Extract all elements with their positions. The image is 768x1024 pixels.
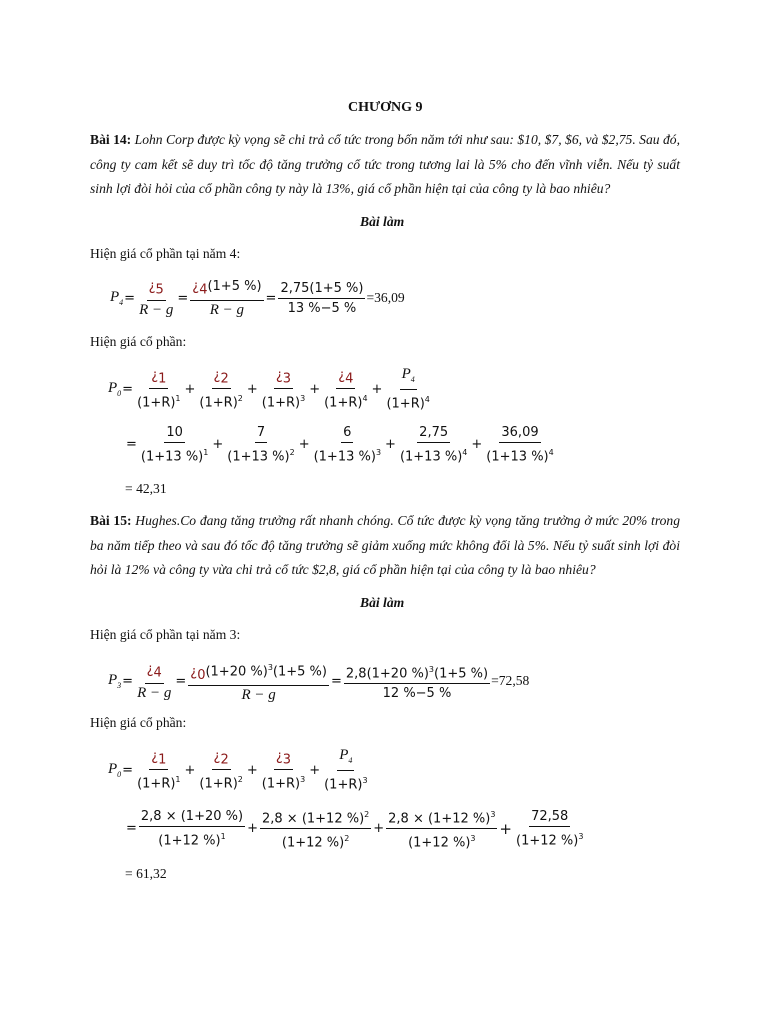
frac-den: (1+R) [324,395,363,411]
step-label-14a: Hiện giá cổ phần tại năm 4: [90,246,241,261]
frac-num-text: 2,8 × (1+12 %) [388,811,491,827]
formula-p0-general-15: $P_0$ = $\frac{¿_1}{(1+R)^1}$ + $\frac{¿_2}{(1+R)^2}$ + $\frac{¿_3}{(1+R)^3}$ + $\frac{P_4}{(1+R)^3}$ [108,747,368,793]
frac-den-text: (1+13 %) [227,449,290,465]
p3-result: =72,58 [491,673,530,689]
frac-den: (1+R) [137,395,176,411]
problem-14 [90,128,680,202]
glyph-placeholder: ¿ [148,279,156,294]
glyph-placeholder: ¿ [146,662,154,678]
frac-num-text: 2,8(1+20 %) [345,666,429,682]
frac-den-text: (1+13 %) [399,449,463,465]
frac-den-text: (1+12 %) [516,833,579,849]
frac-num-text: 2,75(1+5 %) [278,280,365,299]
frac-num-text: (1+5 %) [272,664,327,680]
problem-15-text: Hughes.Co đang tăng trưởng rất nhanh chóng. Cổ tức được kỳ vọng tăng trưởng ở mức 20% trong ba năm tiếp theo và sau đó tốc độ tăng trưởng sẽ giảm xuống mức không đổi là 5%. Nếu tỷ suất sinh lợi đòi hỏi là 12% và công ty vừa chi trả cổ tức $2,8, giá cổ phần hiện tại của công ty là bao nhiêu? [90,513,680,577]
frac-den: R − g [139,301,174,318]
glyph-placeholder: ¿ [151,367,159,383]
frac-num-text: (1+5 %) [434,666,489,682]
glyph-placeholder: ¿ [192,279,200,294]
glyph-placeholder: ¿ [275,367,283,383]
glyph-placeholder: ¿ [213,748,221,764]
frac-den-text: (1+12 %) [281,835,345,851]
glyph-placeholder: ¿ [275,748,283,764]
frac-num-text: 6 [341,424,353,443]
frac-num-text: 10 [164,424,185,443]
frac-den: (1+R) [261,395,301,411]
p4-frac2: $\frac{¿_4(1+5 \%)}{R - g}$ [192,279,262,318]
frac-num-text: (1+20 %) [205,664,268,680]
p4-result: =36,09 [366,290,405,306]
problem-14-text: Lohn Corp được kỳ vọng sẽ chi trả cổ tức trong bốn năm tới như sau: $10, $7, $6, và $2,75. Sau đó, công ty cam kết sẽ duy trì tốc độ tăng trưởng cổ tức trong tương lai là 5% cho đến vĩnh viễn. Nếu tỷ suất sinh lợi đòi hỏi của cổ phần công ty này là 13%, giá cổ phần hiện tại của công ty là bao nhiêu? [90,132,680,196]
problem-14-label: Bài 14: [90,132,132,147]
frac-num-text: 36,09 [499,424,540,443]
frac-den: R − g [137,684,172,701]
frac-den: (1+R) [199,776,238,792]
formula-p0-general-14: $P_0$ = $\frac{¿_1}{(1+R)^1}$ + $\frac{¿_2}{(1+R)^2}$ + $\frac{¿_3}{(1+R)^3}$ + $\frac{¿_4}{(1+R)^4}$ + $\frac{P_4}{(1+R)^4}$ [108,366,430,412]
solution-heading-15: Bài làm [360,595,405,610]
frac-den: (1+R) [386,396,425,412]
p4-frac3 [278,280,365,317]
formula-p0-numeric-14: = $\frac{10}{(1+13 \%)^1}$ + $\frac{7}{(1+13 \%)^2}$ + $\frac{6}{(1+13 \%)^3}$ + $\frac{2,75}{(1+13 \%)^4}$ + $\frac{36,09}{(1+13 \%)^4}$ [126,425,554,465]
step-label-15b: Hiện giá cổ phần: [90,715,187,730]
frac-den-text: (1+13 %) [140,449,204,465]
p4-frac1: $\frac{¿_5}{R - g}$ [139,279,174,318]
glyph-placeholder: ¿ [338,367,346,383]
formula-p3: $P_3$ = $\frac{¿_4}{R - g}$ = $\frac{¿_0(1+20 \%)^3(1+5 \%)}{R - g}$ = $\frac{2,8(1+20 \%)^3(1+5 \%)}{12 \%-5 \%}$ =72,58 [108,659,529,704]
step-label-15a: Hiện giá cổ phần tại năm 3: [90,627,241,642]
formula-p0-numeric-15: = $\frac{2,8 \times (1+20 \%)}{(1+12 \%)^1}$ + $\frac{2,8 \times (1+12 \%)^2}{(1+12 \%)^2}$ + $\frac{2,8 \times (1+12 \%)^3}{(1+12 \%)^3}$ + $\frac{72,58}{(1+12 \%)^3}$ [125,806,586,852]
solution-heading-14: Bài làm [360,214,405,229]
frac-num-text: 2,75 [417,424,450,443]
frac-den-text: (1+12 %) [408,835,471,851]
glyph-placeholder: ¿ [151,748,159,764]
frac-den: (1+R) [199,395,238,411]
frac-den-text: 13 %−5 % [287,300,357,316]
problem-15 [90,509,680,583]
frac-den-text: 12 %−5 % [382,686,452,702]
frac-den: R − g [209,301,245,318]
result-14: = 42,31 [125,481,167,496]
frac-num-text: 2,8 × (1+20 %) [139,808,245,827]
frac-den: (1+R) [137,776,176,792]
problem-15-label: Bài 15: [90,513,132,528]
p4-symbol: $P_4$ [110,289,124,308]
formula-p4: $P_4$ = $\frac{¿_5}{R - g}$ = $\frac{¿_4(1+5 \%)}{R - g}$ = $\frac{2,75(1+5 \%)}{13 \%-5 \%}$ =36,09 [110,279,405,318]
frac-num-text: (1+5 %) [207,279,262,294]
frac-num-text: 72,58 [529,808,570,827]
glyph-placeholder: ¿ [213,367,221,383]
frac-den: (1+R) [261,776,301,792]
result-15: = 61,32 [125,866,167,881]
frac-num-text: 2,8 × (1+12 %) [261,811,365,827]
frac-den-text: (1+13 %) [486,449,549,465]
frac-den: (1+R) [324,777,363,793]
frac-den-text: (1+12 %) [158,833,221,849]
glyph-placeholder: ¿ [190,664,198,680]
frac-den-text: (1+13 %) [313,449,376,465]
frac-den: R − g [241,686,276,703]
chapter-title: CHƯƠNG 9 [348,100,423,115]
frac-num-text: 7 [255,424,267,443]
step-label-14b: Hiện giá cổ phần: [90,334,187,349]
